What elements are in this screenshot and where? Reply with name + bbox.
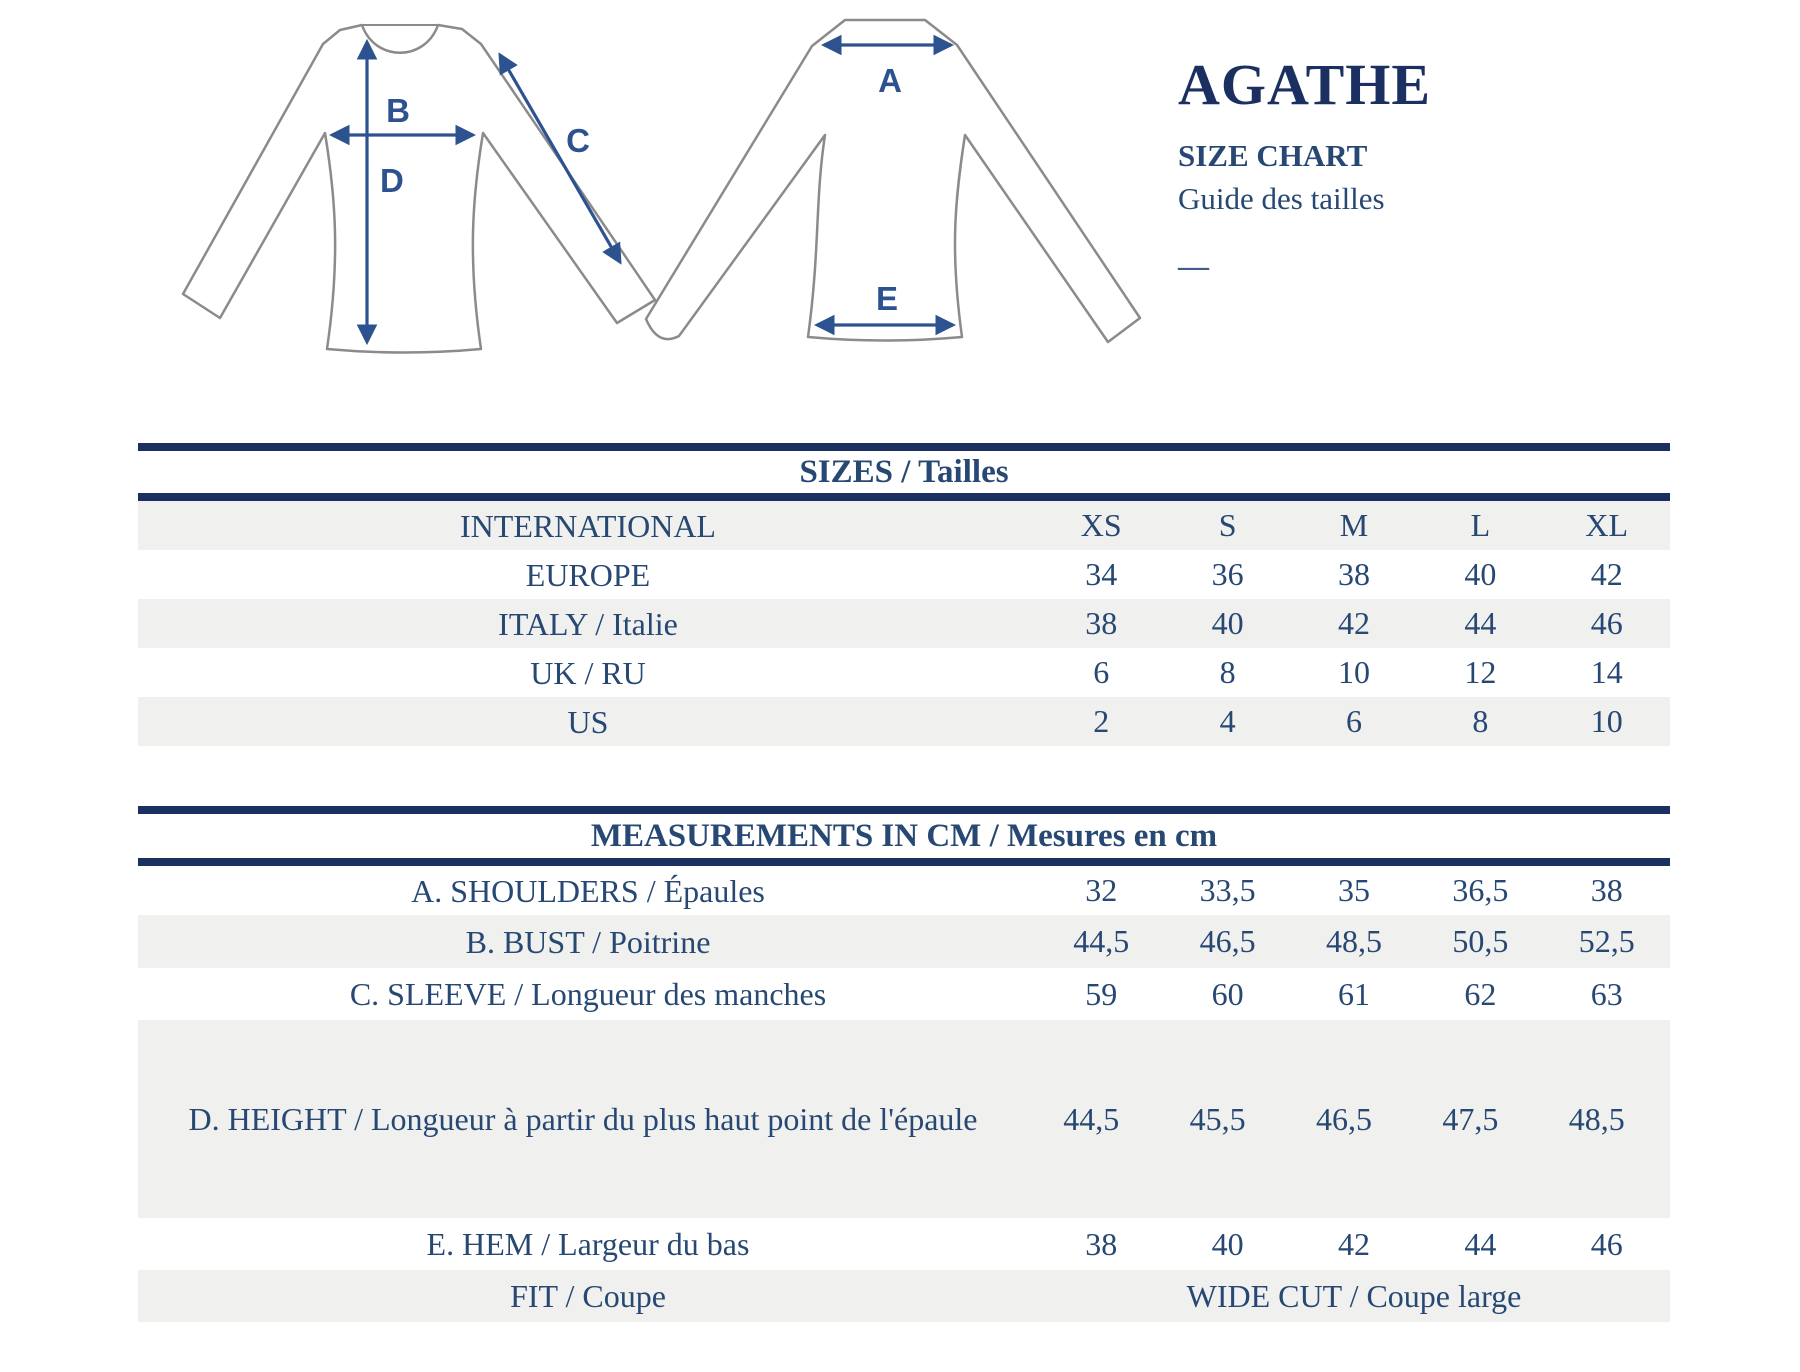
size-chart-label: SIZE CHART: [1178, 138, 1368, 173]
cell-value: 36,5: [1452, 872, 1509, 908]
cell-value: 44,5: [1073, 923, 1130, 959]
cell-value: 45,5: [1189, 1100, 1246, 1137]
cell-value: L: [1470, 507, 1491, 543]
cell-value: 38: [1085, 1225, 1118, 1262]
row-label: ITALY / Italie: [498, 605, 678, 642]
table-row: [138, 1218, 1670, 1270]
back-garment-diagram: [646, 20, 1140, 342]
cell-value: 33,5: [1199, 872, 1256, 908]
measurements-table-header: MEASUREMENTS IN CM / Mesures en cm: [590, 817, 1218, 854]
product-title: AGATHE: [1178, 52, 1432, 117]
sizes-table-header: SIZES / Tailles: [799, 453, 1009, 490]
cell-value: 14: [1590, 654, 1623, 690]
row-label: A. SHOULDERS / Épaules: [411, 872, 765, 909]
front-garment-outline: [183, 25, 655, 353]
table-row: [138, 968, 1670, 1020]
measurements-table: [138, 806, 1670, 1322]
cell-value: 34: [1085, 556, 1118, 592]
cell-value: 6: [1345, 703, 1362, 739]
row-label: INTERNATIONAL: [460, 507, 716, 544]
title-dash: —: [1178, 248, 1209, 283]
table-row: [138, 648, 1670, 697]
cell-value: XL: [1585, 507, 1629, 543]
cell-value: 38: [1085, 605, 1118, 641]
cell-value: 44: [1464, 605, 1497, 641]
cell-value: 4: [1219, 703, 1236, 739]
table-row: [138, 501, 1670, 550]
cell-value: 40: [1464, 556, 1497, 592]
cell-value: 8: [1472, 703, 1489, 739]
cell-value: 46: [1590, 1225, 1623, 1262]
cell-value: 38: [1337, 556, 1370, 592]
row-label: C. SLEEVE / Longueur des manches: [349, 976, 827, 1012]
title-block: [1178, 52, 1432, 283]
cell-value: 46,5: [1315, 1100, 1372, 1137]
cell-value: 62: [1464, 975, 1497, 1012]
table-row: [138, 1020, 1670, 1218]
cell-value: 48,5: [1325, 923, 1382, 959]
row-label: D. HEIGHT / Longueur à partir du plus haut point de l'épaule: [188, 1101, 978, 1137]
cell-value: 60: [1211, 975, 1244, 1012]
cell-value: 10: [1337, 654, 1370, 690]
label-a: A: [878, 62, 902, 99]
row-label: B. BUST / Poitrine: [465, 923, 711, 960]
garment-measurement-diagram: [0, 0, 1200, 372]
fit-value: WIDE CUT / Coupe large: [1186, 1277, 1522, 1314]
cell-value: 12: [1464, 654, 1497, 690]
row-label: E. HEM / Largeur du bas: [426, 1226, 750, 1262]
cell-value: 10: [1590, 703, 1623, 739]
front-garment-diagram: [183, 25, 655, 353]
sizes-table: [138, 443, 1670, 746]
cell-value: 42: [1590, 556, 1623, 592]
cell-value: 44,5: [1063, 1100, 1120, 1137]
cell-value: XS: [1080, 507, 1122, 543]
row-label: US: [567, 703, 609, 740]
sizes-table-rows: [138, 501, 1670, 746]
cell-value: 52,5: [1578, 923, 1635, 959]
cell-value: 40: [1211, 605, 1244, 641]
cell-value: 32: [1085, 872, 1118, 908]
label-c: C: [566, 122, 590, 159]
cell-value: 36: [1211, 556, 1244, 592]
cell-value: 42: [1337, 1225, 1370, 1262]
cell-value: 59: [1085, 975, 1118, 1012]
cell-value: 63: [1590, 975, 1623, 1012]
table-row: [138, 915, 1670, 968]
table-row: [138, 866, 1670, 915]
row-label: UK / RU: [530, 654, 646, 691]
cell-value: 47,5: [1442, 1100, 1499, 1137]
row-label: FIT / Coupe: [510, 1278, 666, 1314]
cell-value: 61: [1337, 975, 1370, 1012]
cell-value: 48,5: [1568, 1100, 1625, 1137]
table-rule-top: [138, 443, 1670, 451]
measurements-table-rows: [138, 866, 1670, 1322]
cell-value: S: [1218, 507, 1237, 543]
cell-value: 46: [1590, 605, 1623, 641]
label-d: D: [380, 162, 404, 199]
cell-value: 35: [1337, 872, 1370, 908]
table-rule-top: [138, 806, 1670, 814]
cell-value: 8: [1219, 654, 1236, 690]
row-label: EUROPE: [525, 556, 651, 593]
cell-value: M: [1339, 507, 1369, 543]
cell-value: 6: [1093, 654, 1110, 690]
size-chart-subtitle: Guide des tailles: [1178, 181, 1385, 216]
table-row: [138, 550, 1670, 599]
cell-value: 2: [1093, 703, 1110, 739]
cell-value: 44: [1464, 1225, 1497, 1262]
table-row: [138, 599, 1670, 648]
table-row: [138, 697, 1670, 746]
cell-value: 50,5: [1452, 923, 1509, 959]
label-e: E: [875, 280, 899, 317]
cell-value: 42: [1337, 605, 1370, 641]
cell-value: 38: [1590, 872, 1623, 908]
cell-value: 40: [1211, 1225, 1244, 1262]
cell-value: 46,5: [1199, 923, 1256, 959]
label-b: B: [386, 92, 410, 129]
table-row: [138, 1270, 1670, 1322]
